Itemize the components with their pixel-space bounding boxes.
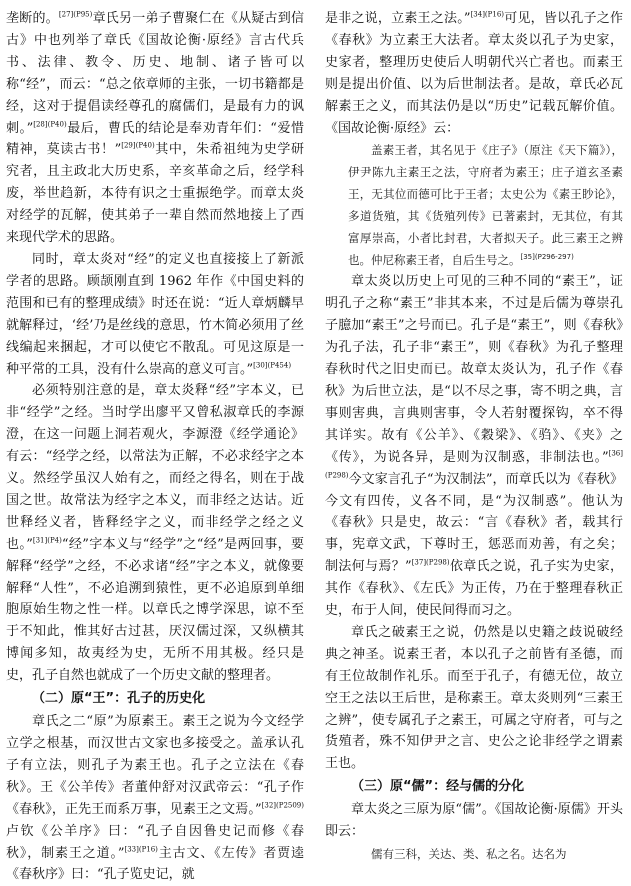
citation-30: [30](P454) xyxy=(253,361,292,370)
paragraph-3: 必须特别注意的是，章太炎释“经”字本义，已非“经学”之经。当时学出廖平又曾私淑章氏的李源澄，在这一问题上洞若观火，李源澄《经学通论》有云：“经学之经，以常法为正解，不必求经字之本义。然经学虽汉人始有之，而经之得名，则在于战国之世。故常法为经字之本义，而非经之达诂。近世释经义者，皆释经字之义，而非经学之经之义也。”$^{[31](P4)}$“经”字本义与“经学”之“经”是两回事，要解释“经学”之经，不必求诸“经”字之本义，就像要解释“人性”，不必追溯到猿性，更不必追原到单细胞原始生物之性一样。以章氏之博学深思，谅不至于不知此，惟其好古过甚，厌汉儒过深，又纵横其博闻多知，故夷经为史，无所不用其极。经只是史，孔子自然也就成了一个历史文献的整理者。 xyxy=(6,383,304,684)
paragraph-5: 是非之说，立素王之法。”$^{[34](P16)}$可见，皆以孔子之作《春秋》为立素王大法者。章太炎以孔子为史家，史家者，整理历史使后人明朝代兴亡者也。而素王则是提出价值、以为后世制法者。是故，章氏必瓦解素王之义，而其法仍是以“历史”记载瓦解价值。《国故论衡·原经》云： xyxy=(325,10,623,136)
citation-36: [36](P298) xyxy=(325,449,623,480)
section-heading-three: （三）原“儒”：经与儒的分化 xyxy=(351,779,525,795)
section-heading-two: （二）原“王”：孔子的历史化 xyxy=(32,691,206,707)
right-column xyxy=(325,8,623,865)
citation-37: [37](P298) xyxy=(411,558,450,567)
paragraph-7: 章氏之破素王之说，仍然是以史籍之歧说破经典之神圣。说素王者，本以孔子之前皆有圣德，而有王位故制作礼乐。而至于孔子，有德无位，故立空王之法以王后世，是称素王。章太炎则列“三素王之辨”，使专属孔子之素王，可属之守府者，可与之货殖者，殊不知伊尹之言、史公之论非经学之谓素王也。 xyxy=(325,624,623,772)
citation-34: [34](P16) xyxy=(470,10,505,19)
citation-27: [27](P95) xyxy=(58,10,93,19)
paragraph-8: 章太炎之三原为原“儒”。《国故论衡·原儒》开头即云： xyxy=(325,802,623,840)
paragraph-2: 同时，章太炎对“经”的定义也直接接上了新派学者的思路。顾颉刚直到 1962 年作《中国史料的范围和已有的整理成绩》时还在说：“近人章炳麟早就解释过，‘经’乃是丝线的意思，竹木简必须用了丝线编起来捆起，才可以使它不散乱。可见这原是一种平常的工具，没有什么崇高的意义可言。”$^{[30](P454)}$ xyxy=(6,251,304,377)
paragraph-4: 章氏之二“原”为原素王。素王之说为今文经学立学之根基，而汉世古文家也多接受之。盖承认孔子有立法，则孔子为素王也。孔子之立法在《春秋》。王《公羊传》者董仲舒对汉武帝云：“孔子作《春秋》，正先王而系万事，见素王之文焉。”$^{[32](P2509)}$卢钦《公羊序》曰：“孔子自因鲁史记而修《春秋》，制素王之道。”$^{[33](P16)}$主古文、《左传》者贾逵《春秋序》曰：“孔子览史记，就 xyxy=(6,714,304,883)
citation-31: [31](P4) xyxy=(32,536,62,545)
citation-28: [28](P40) xyxy=(33,120,67,129)
citation-35: [35](P296-297) xyxy=(520,253,574,262)
citation-33: [33](P16) xyxy=(124,845,158,854)
paragraph-6: 章太炎以历史上可见的三种不同的“素王”，证明孔子之称“素王”非其本来，不过是后儒为尊崇孔子臆加“素王”之号而已。孔子是“素王”，则《春秋》为孔子法，孔子非“素王”，则《春秋》为孔子整理春秋时代之旧史而已。故章太炎认为，孔子作《春秋》为后世立法，是“以不尽之事，寄不明之典，言事则害典，言典则害事，令人若射覆探钩，卒不得其详实。故有《公羊》、《穀梁》、《驺》、《夹》之《传》，为说各异，是则为汉制惑，非制法也。”$^{[36](P298)}$今文家言孔子“为汉制法”，而章氏以为《春秋》今文有四传，义各不同，是“为汉制惑”。他认为《春秋》只是史，故云：“言《春秋》者，载其行事，宪章文武，下尊时王，惩恶而劝善，有之矣；制法何与焉？”$^{[37](P298)}$依章氏之说，孔子实为史家，其作《春秋》、《左氏》为正传，乃在于整理春秋正史，布于人间，使民间得而习之。 xyxy=(325,274,623,619)
citation-29: [29](P40) xyxy=(121,142,155,151)
citation-32: [32](P2509) xyxy=(261,801,304,810)
block-quote-2: 儒有三科，关达、类、私之名。达名为 xyxy=(371,847,567,862)
left-column xyxy=(6,8,304,886)
paragraph-1: 垄断的。$^{[27](P95)}$章氏另一弟子曹聚仁在《从疑古到信古》中也列举了章氏《国故论衡·原经》言古代兵书、法律、教令、历史、地制、诸子皆可以称“经”，而云：“总之依章师的主张，一切书籍都是经，这对于提倡读经尊孔的腐儒们，是最有力的讽刺。”$^{[28](P40)}$最后，曹氏的结论是奉劝青年们：“爱惜精神，莫读古书！”$^{[29](P40)}$其中，朱希祖纯为史学研究者，且主政北大历史系，辛亥革命之后，经学科废，举世趋新，本待有识之士重振绝学。而章太炎对经学的瓦解，使其弟子一辈自然而然地接上了西来现代学术的思路。 xyxy=(6,10,304,246)
block-quote-1: 盖素王者，其名见于《庄子》（原注《天下篇》），伊尹陈九主素王之法，守府者为素王；庄子道玄圣素王，无其位而德可比于王者；太史公为《素王眇论》，多道货殖，其《货殖列传》已著素封，无其位，有其富厚崇高，小者比封君，大者拟天子。此三素王之辨也。仲尼称素王者，自后生号之。$^{[35](P296-297)}$ xyxy=(348,143,623,268)
